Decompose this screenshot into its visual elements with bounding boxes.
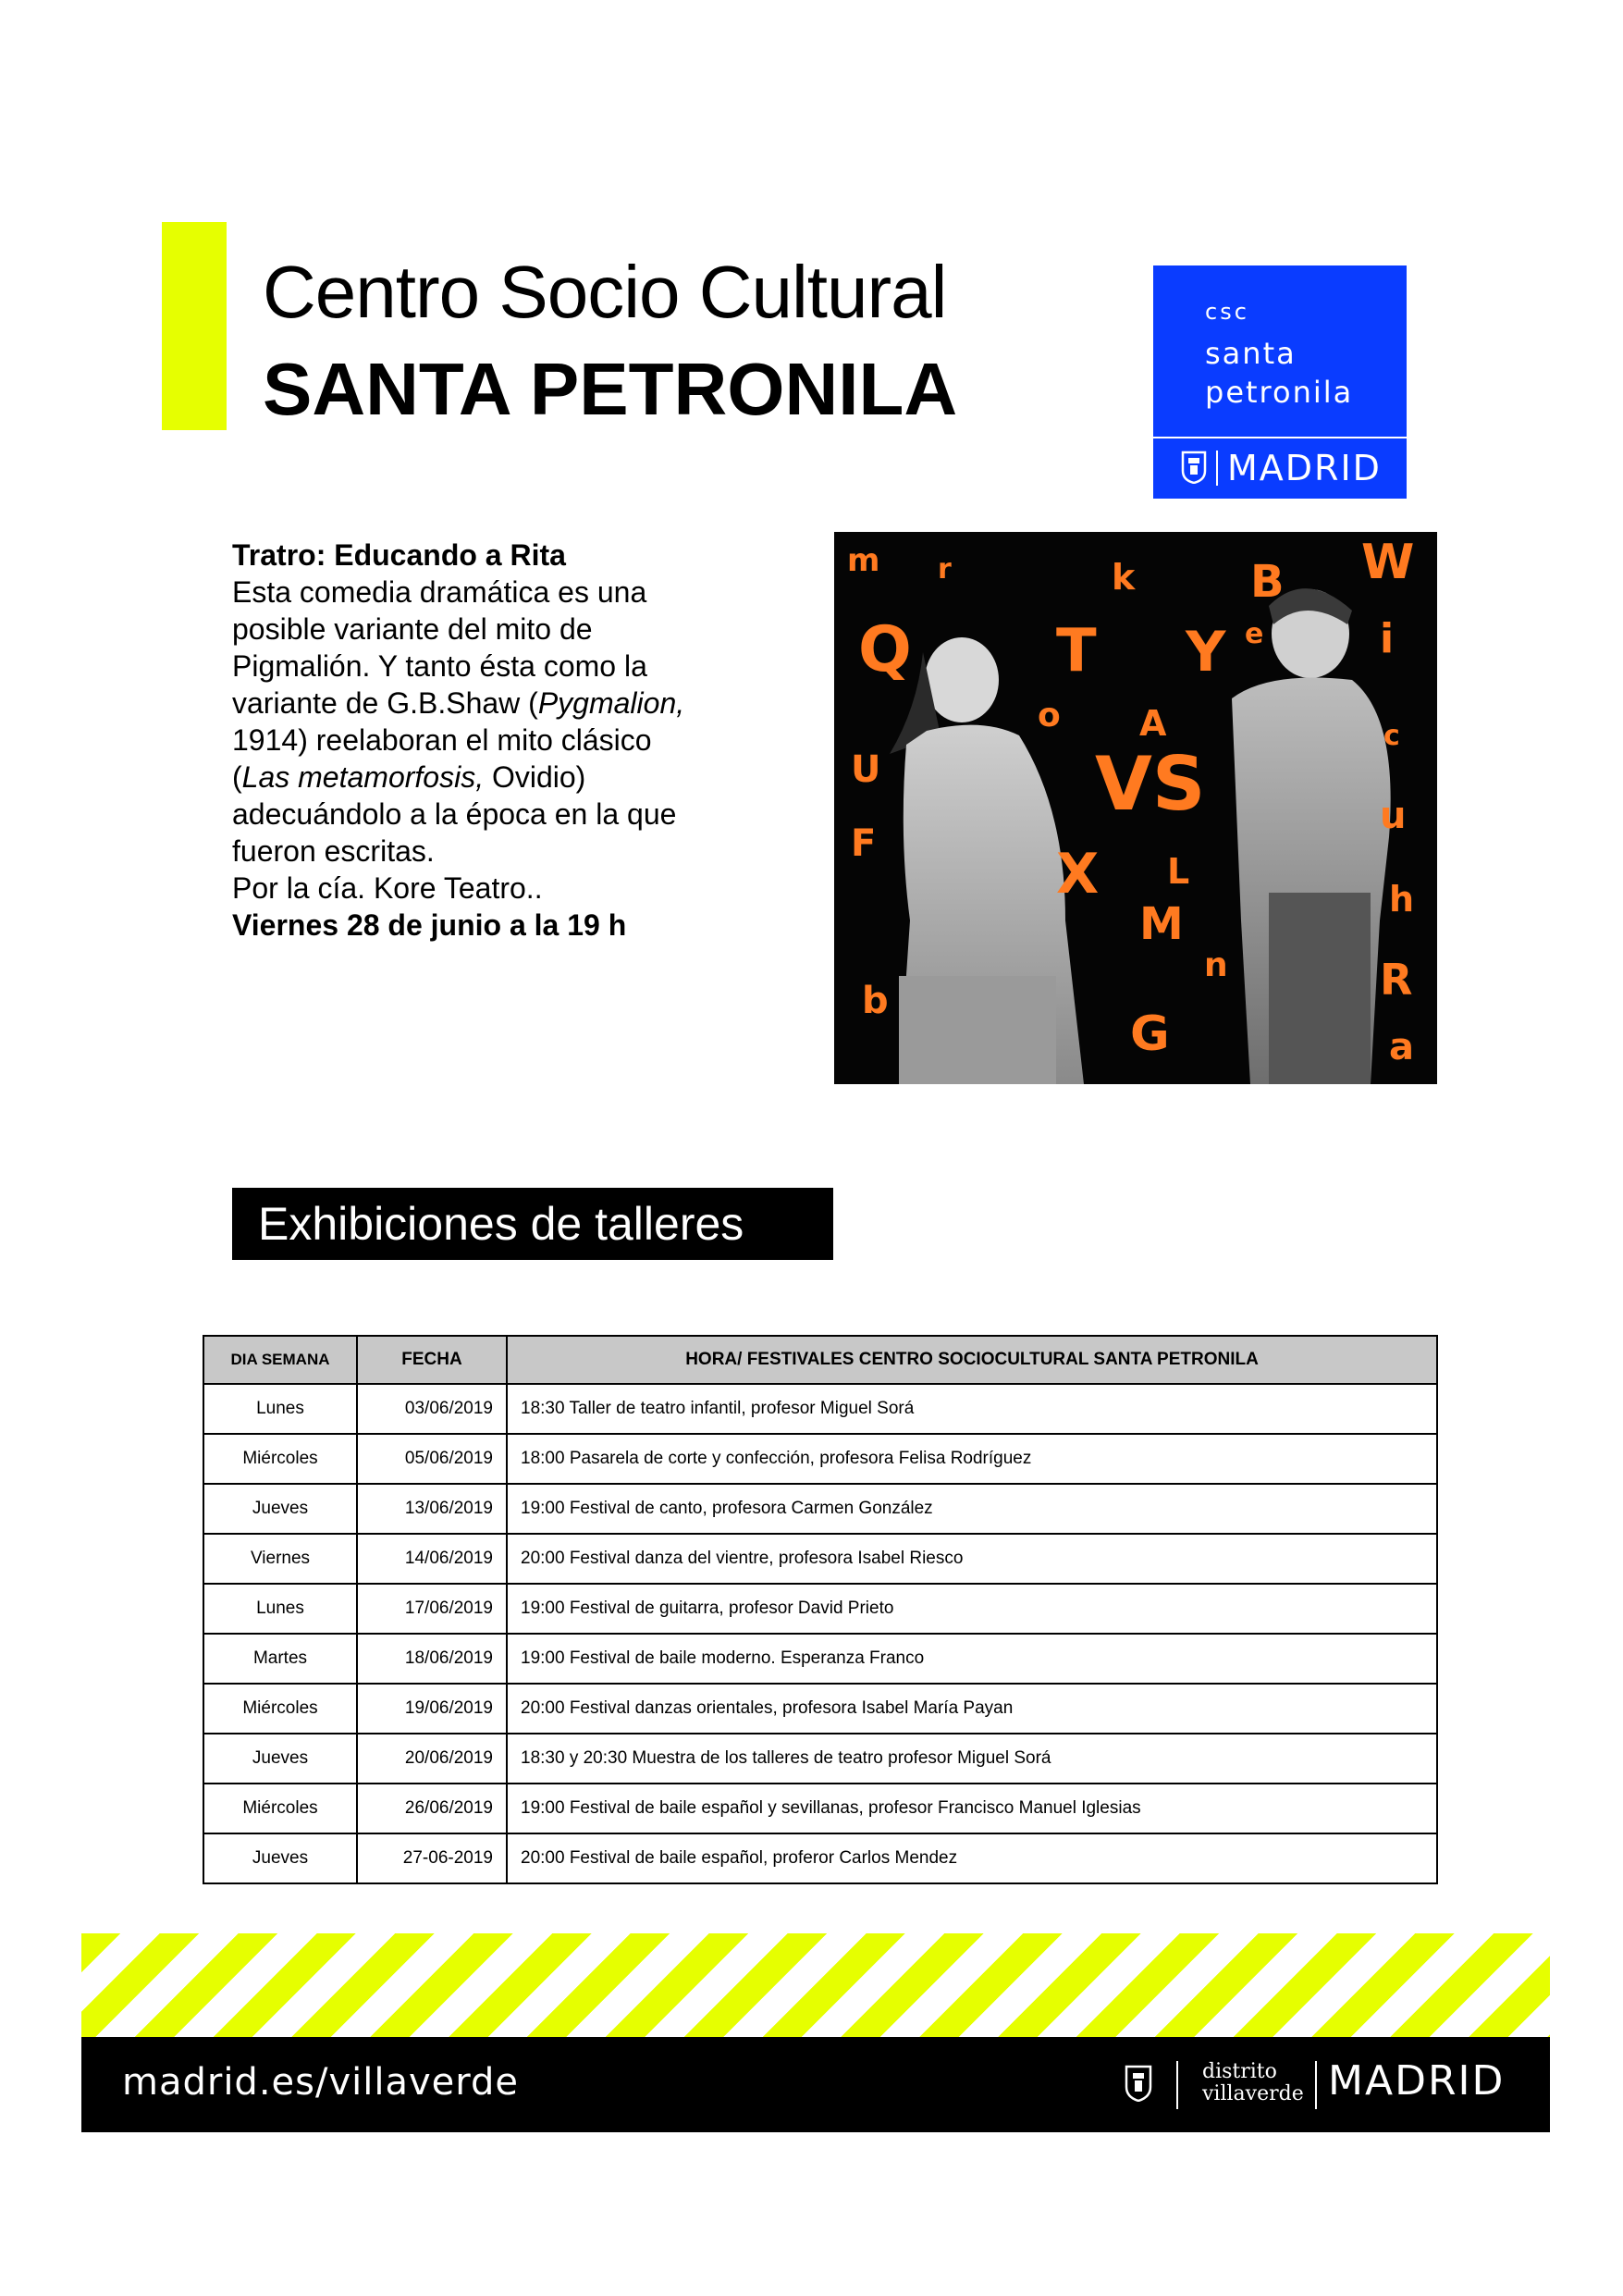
- section-heading: Exhibiciones de talleres: [232, 1188, 833, 1260]
- cell-day: Miércoles: [203, 1684, 357, 1734]
- cell-description: 20:00 Festival danzas orientales, profesora Isabel María Payan: [507, 1684, 1437, 1734]
- cell-date: 13/06/2019: [357, 1484, 507, 1534]
- photo-letter: n: [1204, 946, 1228, 984]
- event-line: adecuándolo a la época en la que: [232, 797, 677, 831]
- photo-letter: k: [1112, 557, 1136, 598]
- footer-url-link[interactable]: madrid.es/villaverde: [122, 2061, 520, 2104]
- page-title-line2: SANTA PETRONILA: [263, 348, 958, 430]
- photo-letter: U: [851, 748, 881, 791]
- cell-day: Jueves: [203, 1484, 357, 1534]
- photo-letter: i: [1380, 615, 1395, 662]
- event-line: [232, 685, 750, 722]
- cell-date: 26/06/2019: [357, 1784, 507, 1833]
- cell-day: Jueves: [203, 1833, 357, 1883]
- col-header-day: DIA SEMANA: [203, 1336, 357, 1384]
- photo-letter: R: [1380, 955, 1413, 1005]
- photo-letter: W: [1361, 535, 1415, 590]
- footer-district-line2: villaverde: [1202, 2082, 1304, 2105]
- footer-district: [1202, 2061, 1304, 2105]
- logo-city: MADRID: [1227, 448, 1382, 488]
- photo-letter: VS: [1095, 741, 1206, 827]
- cell-description: 19:00 Festival de guitarra, profesor David Prieto: [507, 1584, 1437, 1634]
- cell-day: Miércoles: [203, 1784, 357, 1833]
- cell-day: Martes: [203, 1634, 357, 1684]
- photo-letter: T: [1056, 617, 1097, 685]
- event-text: Ovidio): [484, 760, 586, 794]
- event-line: fueron escritas.: [232, 834, 435, 868]
- cell-day: Lunes: [203, 1384, 357, 1434]
- madrid-shield-icon: [1125, 2065, 1152, 2102]
- cell-description: 20:00 Festival danza del vientre, profesora Isabel Riesco: [507, 1534, 1437, 1584]
- logo-name-line1: santa: [1205, 336, 1297, 371]
- table-row: [203, 1784, 1437, 1833]
- footer-bar: [81, 2037, 1550, 2132]
- photo-letter: m: [847, 542, 880, 579]
- table-row: [203, 1384, 1437, 1434]
- photo-letter: G: [1130, 1006, 1170, 1062]
- table-row: [203, 1584, 1437, 1634]
- photo-letter: Q: [858, 613, 912, 686]
- event-line: 1914) reelaboran el mito clásico: [232, 723, 652, 757]
- event-text: (: [232, 760, 242, 794]
- photo-letter: Y: [1186, 620, 1226, 685]
- table-row: [203, 1434, 1437, 1484]
- cell-description: 19:00 Festival de canto, profesora Carmen González: [507, 1484, 1437, 1534]
- madrid-shield-icon: [1181, 451, 1207, 484]
- event-company: Por la cía. Kore Teatro..: [232, 871, 543, 905]
- footer-city: MADRID: [1328, 2057, 1506, 2105]
- footer-separator: [1176, 2061, 1178, 2109]
- photo-letter: e: [1245, 618, 1264, 650]
- event-text: variante de G.B.Shaw (: [232, 686, 538, 720]
- table-row: [203, 1833, 1437, 1883]
- logo-csc: csc: [1205, 299, 1249, 325]
- cell-day: Viernes: [203, 1534, 357, 1584]
- event-photo: [834, 532, 1437, 1084]
- cell-day: Jueves: [203, 1734, 357, 1784]
- event-line: Pigmalión. Y tanto ésta como la: [232, 649, 647, 683]
- cell-description: 19:00 Festival de baile moderno. Esperanza Franco: [507, 1634, 1437, 1684]
- cell-description: 19:00 Festival de baile español y sevillanas, profesor Francisco Manuel Iglesias: [507, 1784, 1437, 1833]
- photo-letter: L: [1167, 851, 1190, 892]
- cell-day: Lunes: [203, 1584, 357, 1634]
- table-row: [203, 1484, 1437, 1534]
- csc-logo: [1153, 265, 1407, 499]
- event-italic: Las metamorfosis,: [241, 760, 485, 794]
- table-row: [203, 1734, 1437, 1784]
- event-line: [232, 759, 750, 796]
- cell-description: 18:00 Pasarela de corte y confección, profesora Felisa Rodríguez: [507, 1434, 1437, 1484]
- event-line: posible variante del mito de: [232, 612, 593, 646]
- photo-letter: b: [862, 980, 889, 1022]
- page-title-line1: Centro Socio Cultural: [263, 251, 947, 333]
- table-body: [203, 1384, 1437, 1883]
- table-row: [203, 1684, 1437, 1734]
- photo-letter: u: [1380, 795, 1407, 837]
- table-header-row: [203, 1336, 1437, 1384]
- logo-divider: [1153, 437, 1407, 438]
- event-date: Viernes 28 de junio a la 19 h: [232, 908, 627, 942]
- cell-date: 19/06/2019: [357, 1684, 507, 1734]
- photo-letter: X: [1056, 842, 1100, 907]
- man-trousers: [1269, 893, 1371, 1084]
- cell-date: 05/06/2019: [357, 1434, 507, 1484]
- cell-description: 20:00 Festival de baile español, proferor Carlos Mendez: [507, 1833, 1437, 1883]
- footer-separator: [1315, 2061, 1317, 2109]
- logo-name-line2: petronila: [1205, 375, 1354, 410]
- cell-date: 17/06/2019: [357, 1584, 507, 1634]
- table-row: [203, 1534, 1437, 1584]
- footer-district-line1: distrito: [1202, 2060, 1277, 2083]
- accent-bar: [162, 222, 227, 430]
- cell-date: 18/06/2019: [357, 1634, 507, 1684]
- photo-letter: A: [1139, 703, 1167, 744]
- photo-letter: h: [1389, 879, 1415, 920]
- logo-separator: [1216, 451, 1218, 486]
- photo-letter: o: [1038, 697, 1061, 734]
- photo-letter: F: [851, 822, 877, 865]
- schedule-table: [203, 1335, 1438, 1884]
- photo-letter: M: [1139, 898, 1184, 950]
- woman-bag: [899, 976, 1056, 1084]
- cell-description: 18:30 Taller de teatro infantil, profesor Miguel Sorá: [507, 1384, 1437, 1434]
- cell-day: Miércoles: [203, 1434, 357, 1484]
- event-italic: Pygmalion,: [537, 686, 685, 720]
- photo-letter: B: [1250, 556, 1285, 608]
- cell-date: 20/06/2019: [357, 1734, 507, 1784]
- event-line: Esta comedia dramática es una: [232, 575, 647, 609]
- col-header-description: HORA/ FESTIVALES CENTRO SOCIOCULTURAL SANTA PETRONILA: [507, 1336, 1437, 1384]
- col-header-date: FECHA: [357, 1336, 507, 1384]
- event-title: Tratro: Educando a Rita: [232, 538, 566, 572]
- footer-stripes: [81, 1933, 1550, 2037]
- woman-head: [925, 637, 999, 722]
- photo-letter: r: [938, 553, 952, 586]
- photo-illustration: [834, 532, 1437, 1084]
- photo-letter: a: [1389, 1026, 1414, 1068]
- photo-letter: c: [1383, 720, 1400, 752]
- table-row: [203, 1634, 1437, 1684]
- cell-date: 03/06/2019: [357, 1384, 507, 1434]
- cell-date: 14/06/2019: [357, 1534, 507, 1584]
- event-description: [232, 537, 750, 944]
- cell-description: 18:30 y 20:30 Muestra de los talleres de teatro profesor Miguel Sorá: [507, 1734, 1437, 1784]
- cell-date: 27-06-2019: [357, 1833, 507, 1883]
